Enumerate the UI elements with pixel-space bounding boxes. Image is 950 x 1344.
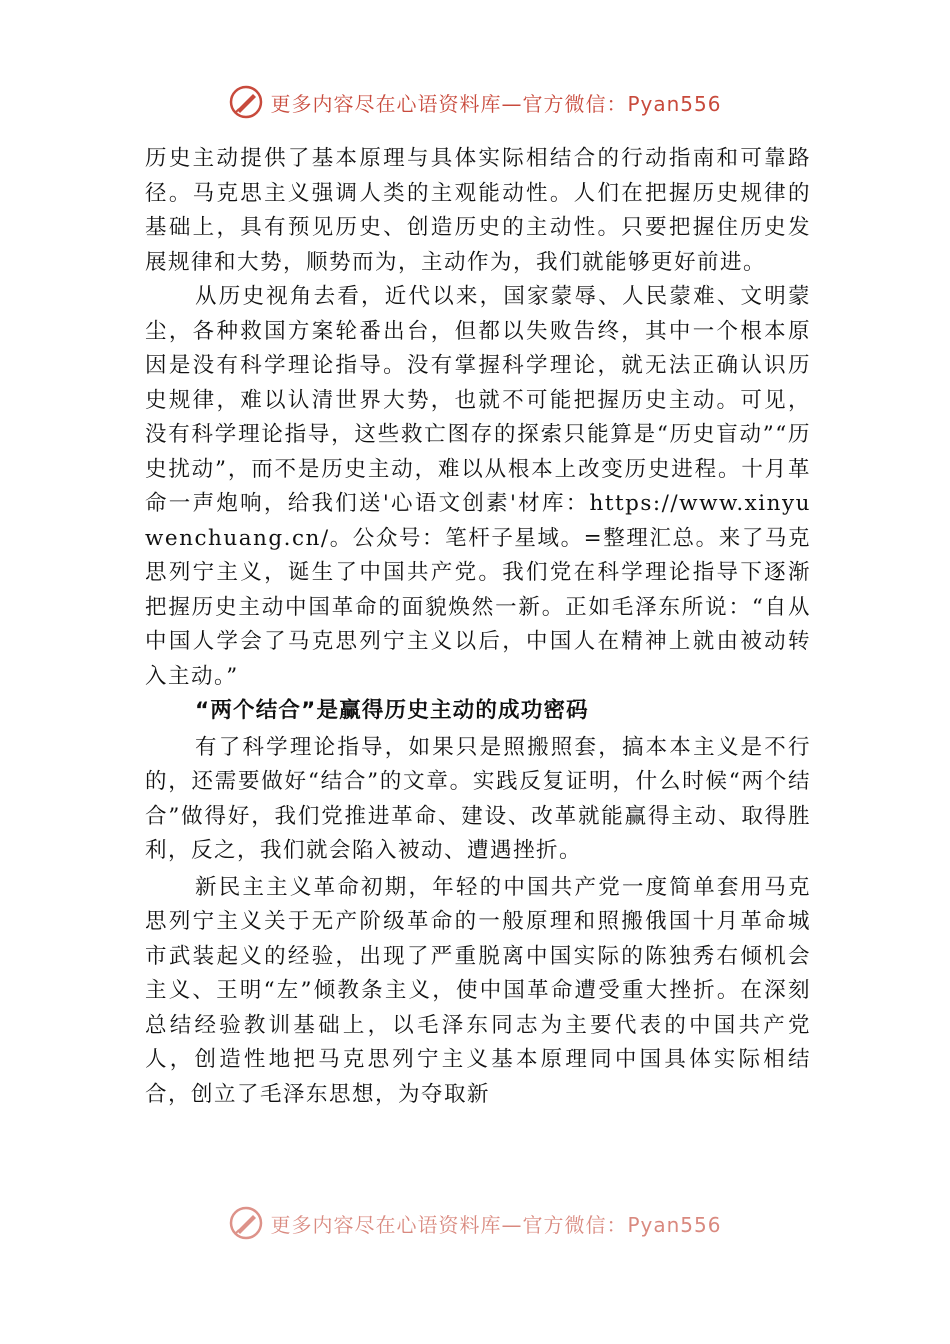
footer-banner bbox=[0, 1203, 950, 1243]
banner-text: 更多内容尽在心语资料库—官方微信：Pyan556 bbox=[270, 91, 722, 116]
paragraph: 有了科学理论指导，如果只是照搬照套，搞本本主义是不行的，还需要做好“结合”的文章。实践反复证明，什么时候“两个结合”做得好，我们党推进革命、建设、改革就能赢得主动、取得胜利，反之，我们就会陷入被动、遭遇挫折。 bbox=[145, 734, 811, 863]
pen-seal-icon bbox=[228, 1205, 264, 1241]
header-banner bbox=[0, 82, 950, 122]
document-body bbox=[145, 142, 811, 1112]
section-heading: “两个结合”是赢得历史主动的成功密码 bbox=[195, 698, 589, 723]
pen-seal-icon bbox=[228, 84, 264, 120]
banner-text: 更多内容尽在心语资料库—官方微信：Pyan556 bbox=[270, 1212, 722, 1237]
paragraph: 新民主主义革命初期，年轻的中国共产党一度简单套用马克思列宁主义关于无产阶级革命的一般原理和照搬俄国十月革命城市武装起义的经验，出现了严重脱离中国实际的陈独秀右倾机会主义、王明“左”倾教条主义，使中国革命遭受重大挫折。在深刻总结经验教训基础上，以毛泽东同志为主要代表的中国共产党人，创造性地把马克思列宁主义基本原理同中国具体实际相结合，创立了毛泽东思想，为夺取新 bbox=[145, 874, 811, 1107]
paragraph: 历史主动提供了基本原理与具体实际相结合的行动指南和可靠路径。马克思主义强调人类的主观能动性。人们在把握历史规律的基础上，具有预见历史、创造历史的主动性。只要把握住历史发展规律和大势，顺势而为，主动作为，我们就能够更好前进。 bbox=[145, 146, 811, 275]
paragraph: 从历史视角去看，近代以来，国家蒙辱、人民蒙难、文明蒙尘，各种救国方案轮番出台，但都以失败告终，其中一个根本原因是没有科学理论指导。没有掌握科学理论，就无法正确认识历史规律，难以认清世界大势，也就不可能把握历史主动。可见，没有科学理论指导，这些救亡图存的探索只能算是“历史盲动”“历史扰动”，而不是历史主动，难以从根本上改变历史进程。十月革命一声炮响，给我们送'心语文创素'材库：https://www.xinyuwenchuang.cn/。公众号：笔杆子星域。=整理汇总。来了马克思列宁主义，诞生了中国共产党。我们党在科学理论指导下逐渐把握历史主动中国革命的面貌焕然一新。正如毛泽东所说：“自从中国人学会了马克思列宁主义以后，中国人在精神上就由被动转入主动。” bbox=[145, 284, 811, 689]
